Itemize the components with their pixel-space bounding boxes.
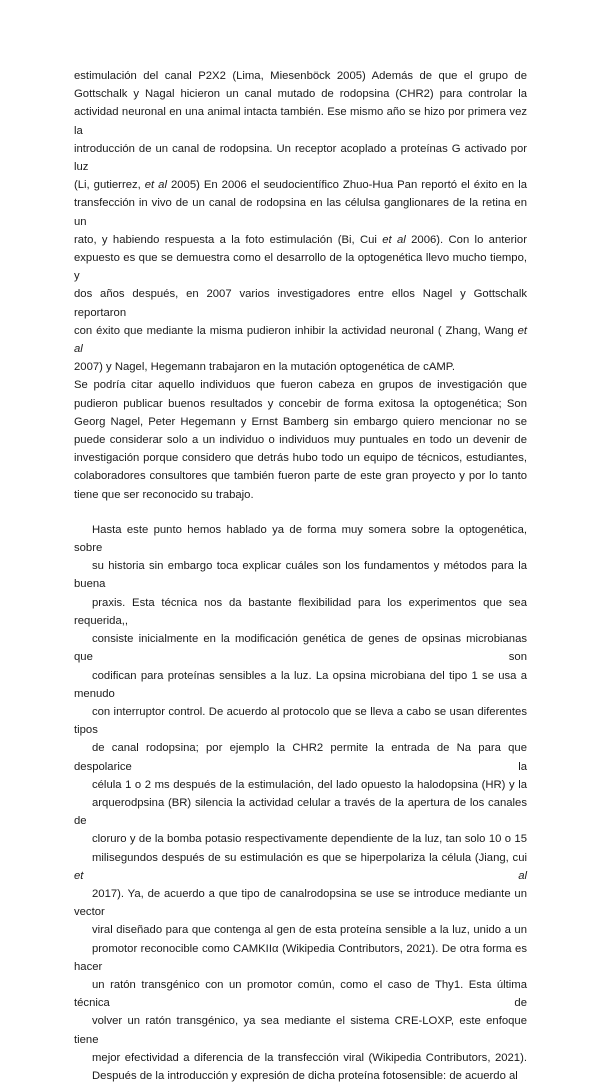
text-line: transfección in vivo de un canal de rodopsina en las célulsa ganglionares de la retina en un	[74, 197, 527, 228]
text-line: Georg Nagel, Peter Hegemann y Ernst Bamberg sin embargo quiero mencionar no se	[74, 415, 527, 428]
text-line: Gottschalk y Nagal hicieron un canal mutado de rodopsina (CHR2) para controlar la	[74, 88, 527, 101]
text-line: con éxito que mediante la misma pudieron inhibir la actividad neuronal ( Zhang, Wang et al	[74, 324, 527, 356]
text-line: Se podría citar aquello individuos que fueron cabeza en grupos de investigación que	[74, 379, 527, 392]
text-line: praxis. Esta técnica nos da bastante flexibilidad para los experimentos que sea requerida,,	[74, 596, 527, 627]
text-line: tiene que ser reconocido su trabajo.	[74, 488, 254, 501]
text-line: milisegundos después de su estimulación es que se hiperpolariza la célula (Jiang, cui et al	[74, 851, 527, 882]
text-line: puede considerar solo a un individuo o individuos muy puntuales en todo un devenir de	[74, 434, 527, 447]
text-line: cloruro y de la bomba potasio respectivamente dependiente de la luz, tan solo 10 o 15	[92, 833, 527, 846]
text-line: arquerodpsina (BR) silencia la actividad celular a través de la apertura de los canales de	[74, 796, 527, 828]
paragraph-history	[74, 67, 527, 376]
text-line: célula 1 o 2 ms después de la estimulación, del lado opuesto la halodopsina (HR) y la	[92, 778, 527, 791]
text-line: 2007) y Nagel, Hegemann trabajaron en la mutación optogenética de cAMP.	[74, 361, 455, 374]
text-line: Después de la introducción y expresión de dicha proteína fotosensible: de acuerdo al	[92, 1069, 518, 1082]
text-line: expuesto es que se demuestra como el desarrollo de la optogenética llevo mucho tiempo, y	[74, 252, 527, 283]
text-line: pudieron publicar buenos resultados y concebir de forma exitosa la optogenética; Son	[74, 397, 527, 410]
text-line: investigación porque considero que detrás hubo todo un equipo de técnicos, estudiantes,	[74, 452, 527, 465]
text-line: mejor efectividad a diferencia de la transfección viral (Wikipedia Contributors, 2021).	[92, 1051, 527, 1064]
text-line: consiste inicialmente en la modificación genética de genes de opsinas microbianas que son	[74, 633, 527, 664]
text-line: introducción de un canal de rodopsina. Un receptor acoplado a proteínas G activado por luz	[74, 142, 527, 174]
text-line: actividad neuronal en una animal intacta también. Ese mismo año se hizo por primera vez la	[74, 106, 527, 137]
text-line: rato, y habiendo respuesta a la foto estimulación (Bi, Cui et al 2006). Con lo anterior	[74, 233, 527, 246]
text-line: dos años después, en 2007 varios investigadores entre ellos Nagel y Gottschalk reportaron	[74, 288, 527, 319]
paragraph-methods	[74, 521, 527, 1085]
text-line: un ratón transgénico con un promotor común, como el caso de Thy1. Esta última técnica de	[74, 978, 527, 1010]
text-line: estimulación del canal P2X2 (Lima, Miesenböck 2005) Además de que el grupo de	[74, 70, 527, 82]
text-line: con interruptor control. De acuerdo al protocolo que se lleva a cabo se usan diferentes tipos	[74, 705, 527, 737]
text-line: colaboradores consultores que también fueron parte de este gran proyecto y por lo tanto	[74, 470, 527, 483]
paragraph-researchers	[74, 376, 527, 503]
text-line: Hasta este punto hemos hablado ya de forma muy somera sobre la optogenética, sobre	[74, 523, 527, 555]
text-line: viral diseñado para que contenga al gen de esta proteína sensible a la luz, unido a un	[92, 924, 527, 937]
text-line: codifican para proteínas sensibles a la luz. La opsina microbiana del tipo 1 se usa a menudo	[74, 669, 527, 700]
text-line: (Li, gutierrez, et al 2005) En 2006 el seudocientífico Zhuo-Hua Pan reportó el éxito en la	[74, 179, 527, 192]
text-line: de canal rodopsina; por ejemplo la CHR2 permite la entrada de Na para que despolarice la	[74, 742, 527, 773]
text-line: su historia sin embargo toca explicar cuáles son los fundamentos y métodos para la buena	[74, 560, 527, 591]
text-line: 2017). Ya, de acuerdo a que tipo de canalrodopsina se use se introduce mediante un vector	[74, 887, 527, 919]
text-line: promotor reconocible como CAMKIIα (Wikipedia Contributors, 2021). De otra forma es hacer	[74, 942, 527, 973]
text-line: volver un ratón transgénico, ya sea mediante el sistema CRE-LOXP, este enfoque tiene	[74, 1015, 527, 1046]
